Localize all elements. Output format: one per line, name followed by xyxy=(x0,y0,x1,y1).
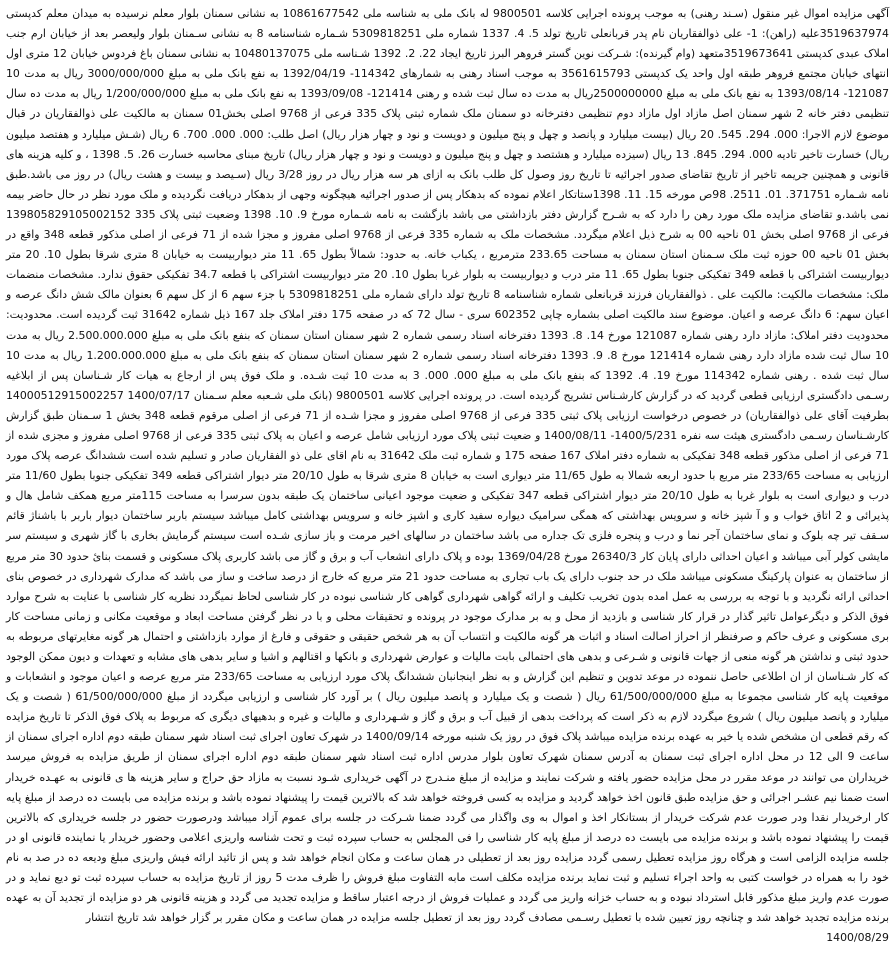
auction-notice-document xyxy=(6,4,889,948)
publish-date: 1400/08/29 xyxy=(826,931,889,945)
auction-notice-body: آگهی مزایده اموال غیر منقول (سـند رهنی) به موجب پرونده اجرایی کلاسه 9800501 له بانک ملی به شناسه ملی 10861677542 به نشانی سمنان بلوار معلم نرسیده به میدان معلم کدپستی 3519637974علیه (راهن): 1- علی ذوالفقاریان نام پدر قربانعلی تاریخ تولد 5. 4. 1337 شماره ملی 5309818251 شـماره شناسنامه 8 به نشانی سـمنان بلوار ولیعصر بعد از خیابان ارم جنب املاک عبدی کدپستی 3519673641متعهد (وام گیرنده): شـرکت نوین گستر فروهر البرز تاریخ ایجاد 22. 2. 1392 شـناسه ملی 10480137075 به نشانی سمنان باغ فردوس خیابان 12 متری اول انتهای خیابان مجتمع فروهر طبقه اول واحد یک کدپستی 3561615793 به موجب اسناد رهنی به شمارهای 114342- 1392/04/19 به نفع بانک ملی به مبلغ 3000/000/000 ریال به مدت 10 121087- 1393/08/14 به نفع بانک ملی به مبلغ 2500000000ریال به مدت ده سال ثبت شده و رهنی 121414- 1393/09/08 به نفع بانک ملی به مبلغ 1/200/000/000 ریال به مدت ده سال تنظیمی دفتر خانه 2 شهر سمنان اصل مازاد اول مازاد دوم تنظیمی دفترخانه دو سمنان ملک شماره ثبتی پلاک 335 فرعی از 9768 اصلی بخش01 سمنان به مالکیت علی ذوالفقاریان در قبال موضوع لازم الاجرا: 000. 294. 545. 20 ریال (بیست میلیارد و پانصد و چهل و پنج میلیون و دویست و نود و چهار هزار ریال) اصل طلب: 000. 000. 700. 6 ریال (شـش میلیارد و هفتصد میلیون ریال) خسارت تاخیر تادیه 000. 294. 845. 13 ریال (سیزده میلیارد و هشتصد و چهل و پنج میلیون و دویست و نود و چهار هزار ریال) تاریخ مبنای محاسبه خسارت 26. 5. 1398 ، و کلیه هزینه های قانونی و همچنین جریمه تاخیر از تاریخ تقاضای صدور اجرائیه تا تاریخ روز وصول کل طلب بانک به ازای هر سه هزار ریال در روز 3/28 ریال (سـیصد و بیست و هشت ریال) در روز می باشد.طبق نامه شـماره 371751. 01. 2511. 98ص مورخه 15. 11. 1398ستاتکار اعلام نموده که بدهکار پس از صدور اجرائیه هیچگونه وجهی از بدهکار دریافت نگردیده و ملک مورد نظر در حال حاضر بیمه نمی باشد.و تقاضای مزایده ملک مورد رهن را دارد که به شـرح گزارش دفتر بازداشتی می باشد بازگشت به نامه شـماره 13980582910500215‪2 مورخ 9. 10. 1398 وضعیت ثبتی پلاک 335 فرعی از 9768 اصلی بخش 01 ناحیه 00 به شرح ذیل اعلام میگردد. مشخصات ملک به شماره 335 فرعی از 9768 اصلی مفروز و مجزا شده از 71 فرعی از اصلی مذکور قطعه 348 واقع در بخش 01 ناحیه 00 حوزه ثبت ملک سـمنان استان سمنان به مساحت 233.65 مترمربع ، یکباب خانه. به حدود: شمالاً بطول 65. 11 متر دیواربیست به خیابان 8 متری شرقا بطول 10. 20 متر دیواربیست اشتراکی با قطعه 349 تفکیکی جنوبا بطول 65. 11 متر درب و دیواربیست به بلوار غربا بطول 10. 20 متر دیواربیست اشتراکی با قطعه 34.7 تفکیکی حقوق ندارد. مشخصات منضمات ملک: مشخصات مالکیت: مالکیت علی . ذوالفقاریان فرزند قربانعلی شماره شناسنامه 8 تاریخ تولد دارای شماره ملی 5309818251 با جزء سهم 6 از کل سهم 6 بعنوان مالک شش دانگ عرصه و اعیان سهم: 6 دانگ عرصه و اعیان. موضوع سند مالکیت اصلی بشماره چاپی 602352 سری - سال 72 که در صفحه 175 دفتر املاک جلد 167 ذیل شماره 31642 ثبت گردیده است. محدودیت: محدودیت دفتر املاک: مازاد دارد رهنی شماره 121087 مورخ 14. 8. 1393 دفترخانه اسناد رسمی شماره 2 شهر سمنان استان سمنان که بنفع بانک ملی به مبلغ 2.500.000.000 ریال به مدت 10 سال ثبت شده مازاد دارد رهنی شماره 121414 مورخ 8. 9. 1393 دفترخانه اسناد رسمی شماره 2 شهر سمنان استان سمنان که بنفع بانک ملی به مبلغ 1.200.000.000 ریال به مدت 10 سال ثبت شده . رهنی شماره 114342 مورخ 19. 4. 1392 که بنفع بانک ملی به مبلغ 000. 000. 3 به مدت 10 ثبت شـده. و ملک فوق پس از ارجاع به هیات کار شـناسان پس از ابلاغیه 140005129150022‪57 1400/07/17 رسـمی دادگستری ارزیابی قطعی گردید که در گزارش کارشـناس تشریح گردیده است. در پرونده اجرایی کلاسه 9800501 (بانک ملی شـعبه معلم سـمنان بطرفیت آقای علی ذوالفقاریان) در خصوص درخواست ارزیابی پلاک ثبتی 335 فرعی از 9768 اصلی مفروز و مجزا شـده از 71 فرعی از اصلی مرقوم قطعه 348 بخش 1 سـمنان طبق گزارش کارشـناسان رسـمی دادگستری هیئت سه نفره 1400/5/231- 1400/08/11 و ضعیت ثبتی پلاک مورد ارزیابی شامل عرصه و اعیان به پلاک ثبتی 335 فرعی از 9768 اصلی مفروز و مجزی شده از 71 فرعی از اصلی مذکور قطعه 348 تفکیکی به شماره دفتر املاک 167 صفحه 175 و شماره ثبت ملک 31642 به نام اقای علی ذو الفقاریان صادر و تسلیم شده است ششدانگ عرصه پلاک مورد ارزیابی به مساحت 233/65 متر مربع با حدود اربعه شمالا به طول 11/65 متر دیواری است به خیابان 8 متری شرقا به طول 20/10 متر دیوار اشتراکی قطعه 349 تفکیکی جنوبا بطول 11/60 متر درب و دیواری است به بلوار غربا به طول 20/10 متر دیوار اشتراکی قطعه 347 تفکیکی و ضعیت موجود اعیانی ساختمان یک طبقه بدون سرسرا به مساحت 115متر مربع همکف شامل هال و پذیرائی و 2 اتاق خواب و و آ شپز خانه و سرویس بهداشتی که همگی سرامیک دیواره سفید کاری و اشپز خانه و سرویس بهداشتی کامل میباشد سیستم باربر ساختمان دیوار باربر با باشناژ قائم سـقف تیر چه بلوک و نمای ساختمان آجر نما و درب و پنجره فلزی تک جداره می باشد ساختمان در سالهای اخیر مرمت و باز سازی شـده است سیستم گرمایش بخاری با گاز شهری و سیستم سر مایشی کولر آبی میباشد و اعیان احداثی دارای پایان کار 26340/3 مورخ 1369/04/28 بوده و پلاک دارای انشعاب آب و برق و گاز می باشد کاربری پلاک مسکونی و قسمت بنائ حدود 30 متر مربع از ساختمان به عنوان پارکینگ مسکونی میباشد ملک در حد جنوب دارای یک باب تجاری به مساحت حدود 21 متر مربع که خارج از درصد ساخت و ساز می باشد که مدارک شهرداری در خصوص بنای احداثی ارائه نگردید و با توجه به بررسی به عمل امده بدون تخریب تکلیف و ارائه گواهی شهرداری گواهی کار شناسی نبوده در کار شناسی لحاظ نمیگردد نظریه کار شناسی با عنایت به شرح موارد فوق الذکر و دیگرعوامل تاثیر گذار در قرار کار شناسی و بازدید از محل و به بر مدارک موجود در پرونده و تحقیقات محلی و با در نظر گرفتن مساحت ابعاد و موقعیت مکانی و زمانی مساحت کار بری مسکونی و عرف حاکم و صرفنظر از احراز اصالت اسناد و اثبات هر گونه مالکیت و انتساب آن به هر شخص حقیقی و حقوقی و فارغ از موارد بازداشتی و احتمال هر گونه مغایرتهای مربوطه به حدود ثبتی و نداشتن هر گونه منعی از جهات قانونی و شـرعی و بدهی های احتمالی بابت مالیات و عوارض شهرداری و بانکها و اقتالهم و اشیا و سایر بدهی های مشابه و تعهدات و دیون ممکن الوجود که کار شـناسان از ان اطلاعی حاصل ننموده در موعد تدوین و تنظیم این گزارش و به نظر اینجانبان ششدانگ پلاک مورد ارزیابی به مساحت 233/65 متر مربع عرصه و اعیان موجود و انشعابات و موقعیت پایه کار شناسی مجموعا به مبلغ 61/500/000/000 ریال ( شصت و یک میلیارد و پانصد میلیون ریال ) بر آورد کار شناسی و ارزیابی میگردد از مبلغ 61/500/000/000 ( شصت و یک میلیارد و پانصد میلیون ریال ) شروع میگردد لازم به ذکر است که پرداخت بدهی از قبیل آب و برق و گاز و شـهرداری و مالیات و غیره و بدهیهای دیگری که مربوط به پلاک فوق الذکر تا تاریخ مزایده که رقم قطعی ان مشخص شده یا خیر به عهده برنده مزایده میباشد پلاک فوق در روز یک شنبه مورخه 1400/09/14 در شهرک تعاون اجرای ثبت اسناد شهر سمنان طبقه دوم اداره اجرای سمنان از ساعت 9 الی 12 در محل اداره اجرای ثبت سمنان به آدرس سمنان شهرک تعاون بلوار مدرس اداره ثبت اسناد شهر سمنان طبقه دوم اداره اجرای سمنان از طریق مزایده به فروش میرسد خریداران می توانند در موعد مقرر در محل مزایده حضور یافته و شرکت نمایند و مزایده از مبلغ منـدرج در آگهی خریداری شـود نسبت به مازاد حق حراج و سایر هزینه ها ی قانونی به عهـده خریدار است ضمنا نیم عشـر اجرائی و حق مزایده طبق قانون اخذ خواهد گردید و مزایده به کسی فروخته خواهد شد که بالاترین قیمت را پیشنهاد نموده باشد و برنده مزایده می بایست ده درصد از مبلغ پایه کار ارخریدار نقدا ودر صورت عدم شرکت خریدار از بستانکار اخذ و اموال به وی واگذار می گردد ضمنا شـرکت در جلسه برای عموم آزاد میباشد ودرصورت حضور در جلسه خریداری که بالاترین قیمت را پیشنهاد نموده باشد و برنده مزایده می بایست ده درصد از مبلغ پایه کار شناسی را فی المجلس به حساب سپرده ثبت و تحت شناسه واریزی اعلامی وحضور خریدار یا نماینده قانونی او در جلسه مزایده الزامی است و هرگاه روز مزایده تعطیل رسمی گردد مزایده روز بعد از تعطیلی در همان ساعت و مکان انجام خواهد شد و پس از تائید ارائه فیش واریزی مبلغ ودیعه ده در صد به نام خود را به همراه در خواست کتبی به واحد اجراء تسلیم و ثبت نماید برنده مزایده مکلف است مابه التفاوت مبلغ فروش را ظرف مدت 5 روز از تاریخ مزایده به حساب سپرده ثبت تو دیع نماید و در صورت عدم واریز مبلغ مذکور قابل استرداد نبوده و به حساب خزانه واریز می گردد و عملیات فروش از درجه اعتبار ساقط و مزایده تجدید می گردد و هزینه قانونی هر دو مزایده از تجدید آن به عهده برنده مزایده تجدید خواهد شد و چنانچه روز تعیین شده با تعطیل رسـمی مصادف گردد روز بعد از تعطیل جلسه مزایده در همان ساعت و مکان مقرر بر گزار خواهد شد تاریخ انتشار xyxy=(6,7,890,925)
